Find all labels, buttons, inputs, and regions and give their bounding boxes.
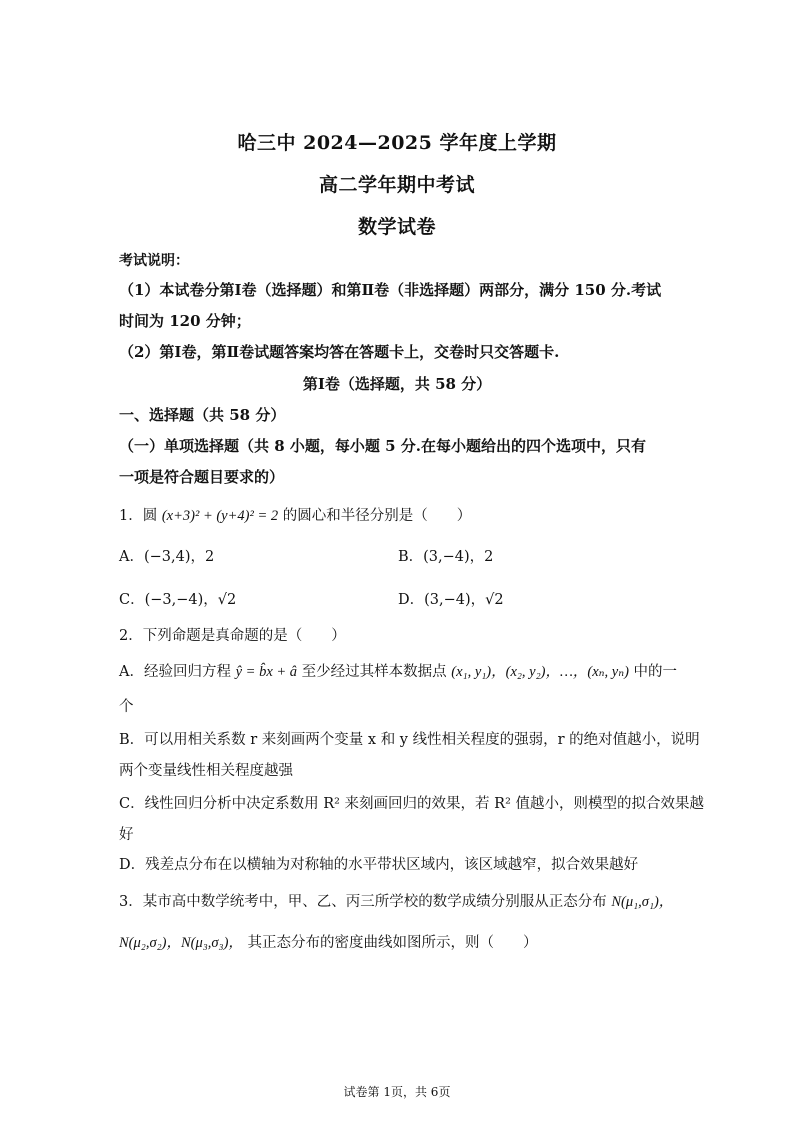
question-1-stem — [119, 504, 471, 525]
school-term-title: 哈三中 2024—2025 学年度上学期 — [237, 132, 557, 154]
question-3-line-2 — [119, 931, 538, 952]
instruction-2: （2）第Ⅰ卷，第Ⅱ卷试题答案均答在答题卡上，交卷时只交答题卡. — [119, 343, 560, 361]
q3-normal-2-3: N(μ₂,σ₂)，N(μ₃,σ₃)， — [119, 935, 243, 951]
q3-text-1: 3．某市高中数学统考中，甲、乙、丙三所学校的数学成绩分别服从正态分布 — [119, 894, 607, 910]
q2-option-b-line-2: 两个变量线性相关程度越强 — [119, 763, 293, 779]
q2-a-text-3: 中的一 — [633, 664, 678, 680]
q1-option-c: C．(−3,−4)，√2 — [119, 592, 237, 608]
q3-normal-1: N(μ₁,σ₁)， — [611, 894, 674, 910]
q3-text-2: 其正态分布的密度曲线如图所示，则（ ） — [247, 935, 538, 951]
q1-option-a: A．(−3,4)，2 — [119, 549, 215, 565]
q2-option-c-line-2: 好 — [119, 827, 134, 843]
q2-option-d: D．残差点分布在以横轴为对称轴的水平带状区域内，该区域越窄，拟合效果越好 — [119, 857, 639, 873]
q2-a-text-1: A．经验回归方程 — [119, 664, 231, 680]
instructions-heading: 考试说明： — [119, 253, 189, 269]
section-1-title: 一、选择题（共 58 分） — [119, 406, 286, 424]
section-1-subtitle-line-1: （一）单项选择题（共 8 小题，每小题 5 分.在每小题给出的四个选项中，只有 — [119, 437, 646, 455]
instruction-1-line-1: （1）本试卷分第Ⅰ卷（选择题）和第Ⅱ卷（非选择题）两部分，满分 150 分.考试 — [119, 281, 662, 299]
subject-title: 数学试卷 — [357, 216, 436, 238]
section-1-subtitle-line-2: 一项是符合题目要求的） — [119, 468, 285, 486]
page-footer: 试卷第 1页，共 6页 — [343, 1085, 451, 1099]
q2-option-b-line-1: B．可以用相关系数 r 来刻画两个变量 x 和 y 线性相关程度的强弱，r 的绝对值越小，说明 — [119, 732, 700, 748]
q2-a-points: (x₁, y₁)，(x₂, y₂)，…，(xₙ, yₙ) — [451, 664, 629, 680]
part-1-title: 第Ⅰ卷（选择题，共 58 分） — [302, 375, 492, 393]
q1-option-d: D．(3,−4)，√2 — [398, 592, 504, 608]
q2-option-a-line-1 — [119, 660, 677, 681]
question-3-line-1 — [119, 890, 673, 911]
question-2-stem: 2．下列命题是真命题的是（ ） — [119, 628, 346, 644]
q1-option-b: B．(3,−4)，2 — [398, 549, 494, 565]
q1-equation: (x+3)² + (y+4)² = 2 — [161, 508, 279, 524]
instruction-1-line-2: 时间为 120 分钟； — [119, 312, 251, 330]
q2-a-regression-eq: ŷ = b̂x + â — [235, 664, 298, 680]
exam-name-title: 高二学年期中考试 — [318, 174, 475, 196]
q2-a-text-2: 至少经过其样本数据点 — [301, 664, 447, 680]
q2-option-c-line-1: C．线性回归分析中决定系数用 R² 来刻画回归的效果，若 R² 值越小，则模型的拟合效果越 — [119, 796, 704, 812]
q1-suffix: 的圆心和半径分别是（ ） — [282, 508, 472, 524]
q1-prefix: 1．圆 — [119, 508, 158, 524]
q2-option-a-line-2: 个 — [119, 699, 134, 715]
